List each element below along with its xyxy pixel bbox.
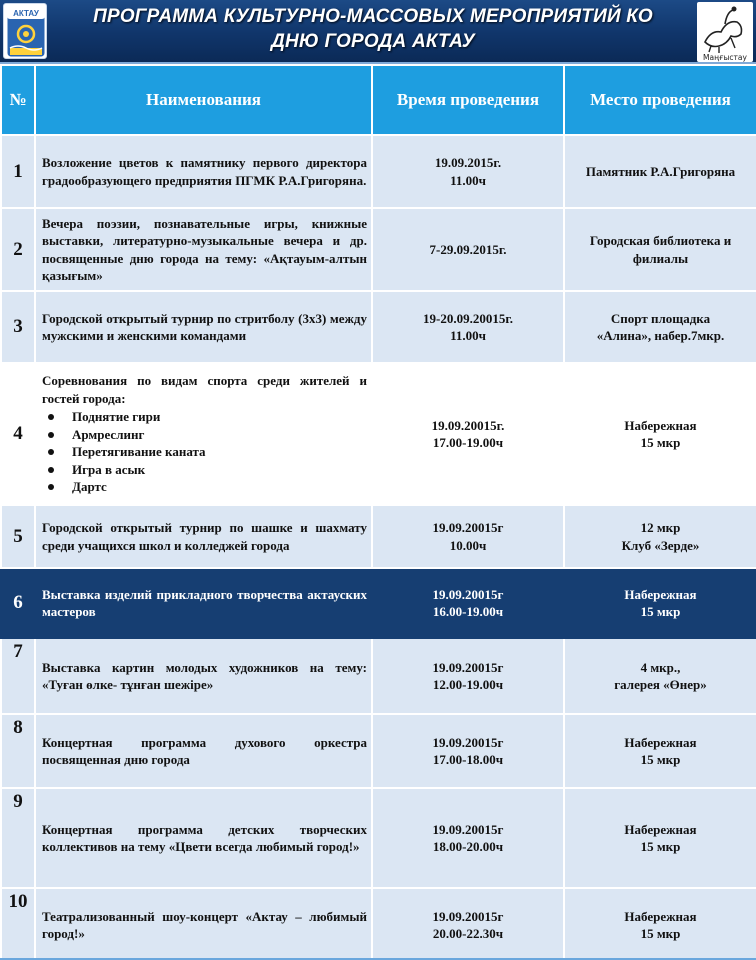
title-line-2: ДНЮ ГОРОДА АКТАУ	[271, 31, 475, 52]
row-number: 7	[1, 638, 35, 714]
event-hours: 11.00ч	[450, 172, 486, 188]
column-header-place: Место проведения	[564, 65, 756, 135]
table-row	[1, 568, 756, 638]
event-date: 19.09.20015г	[432, 821, 504, 837]
column-header-name: Наименования	[35, 65, 372, 135]
aktau-emblem-icon	[4, 4, 48, 60]
table-header-row	[1, 65, 756, 135]
logo-right-text: Маңғыстау	[703, 53, 747, 62]
event-name: Выставка изделий прикладного творчества актауских мастеров	[35, 568, 372, 638]
event-date: 19.09.20015г	[432, 659, 504, 675]
event-place-line-2: филиалы	[632, 250, 689, 266]
title-line-1: ПРОГРАММА КУЛЬТУРНО-МАССОВЫХ МЕРОПРИЯТИЙ КО	[93, 6, 653, 27]
event-name: Театрализованный шоу-концерт «Актау – любимый город!»	[35, 888, 372, 960]
column-header-num: №	[1, 65, 35, 135]
event-time	[372, 208, 564, 291]
row-number: 8	[1, 714, 35, 788]
event-name: Концертная программа детских творческих коллективов на тему «Цвети всегда любимый город!»	[35, 788, 372, 888]
event-place-line-2: 15 мкр	[640, 926, 681, 941]
event-hours: 16.00-19.00ч	[432, 604, 504, 619]
event-hours: 11.00ч	[450, 328, 486, 343]
table-row	[1, 208, 756, 291]
event-place-line-2: галерея «Өнер»	[614, 677, 707, 692]
event-hours: 10.00ч	[449, 537, 487, 553]
row-number: 1	[1, 135, 35, 208]
logo-left-text: АКТАУ	[13, 9, 39, 18]
list-item: Игра в асык	[42, 461, 367, 479]
event-time	[372, 638, 564, 714]
event-time	[372, 363, 564, 505]
event-place	[564, 568, 756, 638]
row-number: 5	[1, 505, 35, 568]
event-time	[372, 135, 564, 208]
event-hours: 17.00-19.00ч	[432, 435, 504, 450]
event-date: 19.09.20015г.	[431, 417, 505, 433]
row-number: 3	[1, 291, 35, 363]
event-date: 7-29.09.2015г.	[429, 241, 507, 257]
event-name: Возложение цветов к памятнику первого директора градообразующего предприятия ПГМК Р.А.Григоряна.	[35, 135, 372, 208]
event-place	[564, 135, 756, 208]
event-place	[564, 638, 756, 714]
event-name-intro: Соревнования по видам спорта среди жителей и гостей города:	[42, 373, 367, 406]
list-item: Дартс	[42, 478, 367, 496]
event-date: 19-20.09.20015г.	[422, 310, 514, 326]
event-name: Концертная программа духового оркестра посвященная дню города	[35, 714, 372, 788]
event-place	[564, 505, 756, 568]
event-hours: 12.00-19.00ч	[432, 677, 504, 692]
aktau-emblem	[3, 3, 47, 59]
table-row	[1, 363, 756, 505]
events-table	[0, 64, 756, 960]
table-row	[1, 291, 756, 363]
list-item: Армреслинг	[42, 426, 367, 444]
row-number: 10	[1, 888, 35, 960]
mangystau-logo	[697, 2, 753, 62]
event-place-line-1: Памятник Р.А.Григоряна	[585, 163, 736, 179]
event-place-line-1: Спорт площадка	[610, 310, 711, 326]
event-date: 19.09.20015г	[432, 520, 504, 535]
event-hours: 20.00-22.30ч	[432, 926, 504, 941]
event-place-line-1: Набережная	[624, 908, 697, 924]
event-name: Вечера поэзии, познавательные игры, книжные выставки, литературно-музыкальные вечера и др. посвященные дню города на тему: «Ақтауым-алтын қазығым»	[35, 208, 372, 291]
event-time	[372, 888, 564, 960]
event-place-line-2: 15 мкр	[640, 435, 681, 450]
event-place	[564, 208, 756, 291]
event-date: 19.09.2015г.	[434, 155, 502, 170]
event-date: 19.09.20015г	[432, 908, 504, 924]
event-place	[564, 291, 756, 363]
event-time	[372, 505, 564, 568]
event-place	[564, 714, 756, 788]
page-title	[52, 4, 694, 54]
event-name: Городской открытый турнир по стритболу (3х3) между мужскими и женскими командами	[35, 291, 372, 363]
event-place	[564, 363, 756, 505]
event-name: Выставка картин молодых художников на тему: «Туған өлке- тұнған шежіре»	[35, 638, 372, 714]
event-time	[372, 788, 564, 888]
event-place-line-2: 15 мкр	[640, 839, 681, 854]
event-hours: 17.00-18.00ч	[432, 752, 504, 767]
event-place-line-1: 4 мкр.,	[640, 659, 681, 675]
event-name: Городской открытый турнир по шашке и шахмату среди учащихся школ и колледжей города	[35, 505, 372, 568]
row-number: 6	[1, 568, 35, 638]
event-place	[564, 788, 756, 888]
event-place-line-1: Набережная	[624, 734, 697, 750]
event-date: 19.09.20015г	[432, 586, 504, 602]
event-place-line-1: Набережная	[624, 417, 697, 433]
event-place-line-2: 15 мкр	[640, 604, 681, 619]
table-row	[1, 505, 756, 568]
event-place	[564, 888, 756, 960]
event-time	[372, 568, 564, 638]
list-item: Перетягивание каната	[42, 443, 367, 461]
event-date: 19.09.20015г	[432, 734, 504, 750]
row-number: 4	[1, 363, 35, 505]
event-hours: 18.00-20.00ч	[432, 839, 504, 854]
row-number: 2	[1, 208, 35, 291]
table-row	[1, 135, 756, 208]
event-time	[372, 291, 564, 363]
event-place-line-1: Набережная	[624, 821, 697, 837]
event-place-line-2: 15 мкр	[640, 752, 681, 767]
event-place-line-1: Набережная	[624, 586, 697, 602]
event-place-line-2: Клуб «Зерде»	[621, 537, 700, 553]
sport-list	[42, 408, 367, 496]
row-number: 9	[1, 788, 35, 888]
table-row	[1, 638, 756, 714]
event-name	[35, 363, 372, 505]
horse-rider-icon	[697, 2, 753, 62]
event-time	[372, 714, 564, 788]
list-item: Поднятие гири	[42, 408, 367, 426]
table-row	[1, 788, 756, 888]
event-place-line-2: «Алина», набер.7мкр.	[596, 328, 725, 343]
event-place-line-1: 12 мкр	[640, 520, 681, 535]
column-header-time: Время проведения	[372, 65, 564, 135]
table-row	[1, 888, 756, 960]
header-banner	[0, 0, 756, 64]
table-row	[1, 714, 756, 788]
event-place-line-1: Городская библиотека и	[589, 233, 732, 248]
